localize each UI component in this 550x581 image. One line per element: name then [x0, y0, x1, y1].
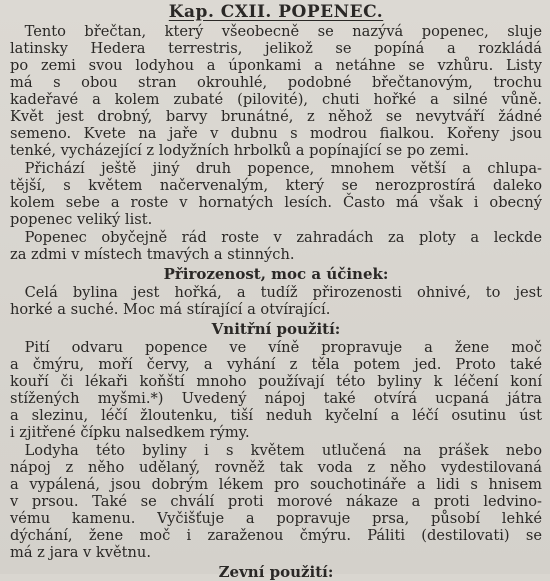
text-line: dýchání, žene moč i zaraženou čmýru. Páliti (destilovati) se: [10, 527, 542, 544]
text-line: Pití odvaru popence ve víně propravuje a žene moč: [10, 339, 542, 356]
text-line: i zjitřené čípku nalsedkem rýmy.: [10, 424, 250, 441]
text-line: Lodyha této byliny i s květem utlučená na prášek nebo: [10, 442, 542, 459]
text-line: Přichází ještě jiný druh popence, mnohem větší a chlupa-: [10, 160, 542, 177]
text-line: a slezinu, léčí žloutenku, tiší neduh kyčelní a léčí osutinu úst: [10, 407, 542, 424]
paragraph: [10, 229, 542, 263]
text-line: Květ jest drobný, barvy brunátné, z něhož se nevytváří žádné: [10, 108, 542, 125]
text-line: tější, s květem načervenalým, který se nerozprostírá daleko: [10, 177, 542, 194]
text-line: stížených myšmi.*) Uvedený nápoj také otvírá ucpaná játra: [10, 390, 542, 407]
section-heading: Vnitřní použití:: [211, 320, 341, 338]
text-line: tenké, vycházející z lodyžních hrbolků a popínající se po zemi.: [10, 142, 470, 159]
text-line: popenec veliký list.: [10, 211, 153, 228]
text-line: semeno. Kvete na jaře v dubnu s modrou fialkou. Kořeny jsou: [10, 125, 542, 142]
text-line: má z jara v květnu.: [10, 544, 151, 561]
text-line: po zemi svou lodyhou a úponkami a netáhne se vzhůru. Listy: [10, 57, 542, 74]
paragraph: [10, 284, 542, 318]
text-line: a čmýru, moří červy, a vyhání z těla potem jed. Proto také: [10, 356, 542, 373]
paragraph: [10, 160, 542, 228]
text-line: a vypálená, jsou dobrým lékem pro souchotináře a lidi s hnisem: [10, 476, 542, 493]
chapter-title: Kap. CXII. POPENEC.: [168, 2, 384, 22]
text-line: latinsky Hedera terrestris, jelikož se popíná a rozkládá: [10, 40, 542, 57]
section-heading: Zevní použití:: [218, 563, 334, 581]
text-line: nápoj z něho udělaný, rovněž tak voda z něho vydestilovaná: [10, 459, 542, 476]
page-content: [10, 23, 542, 581]
text-line: kolem sebe a roste v hornatých lesích. Často má však i obecný: [10, 194, 542, 211]
text-line: Celá bylina jest hořká, a tudíž přirozenosti ohnivé, to jest: [10, 284, 542, 301]
text-line: kouří či lékaři koňští mnoho používají této byliny k léčení koní: [10, 373, 542, 390]
text-line: Popenec obyčejně rád roste v zahradách za ploty a leckde: [10, 229, 542, 246]
text-line: kadeřavé a kolem zubaté (pilovité), chuti hořké a silné vůně.: [10, 91, 542, 108]
paragraph: [10, 339, 542, 441]
section-heading: Přirozenost, moc a účinek:: [163, 265, 389, 283]
paragraph: [10, 23, 542, 159]
text-line: má s obou stran okrouhlé, podobné břečtanovým, trochu: [10, 74, 542, 91]
text-line: horké a suché. Moc má stírající a otvírající.: [10, 301, 331, 318]
text-line: v prsou. Také se chválí proti morové nákaze a proti ledvino-: [10, 493, 542, 510]
text-line: za zdmi v místech tmavých a stinných.: [10, 246, 295, 263]
paragraph: [10, 442, 542, 561]
text-line: Tento břečtan, který všeobecně se nazývá popenec, sluje: [10, 23, 542, 40]
text-line: vému kamenu. Vyčišťuje a popravuje prsa, působí lehké: [10, 510, 542, 527]
